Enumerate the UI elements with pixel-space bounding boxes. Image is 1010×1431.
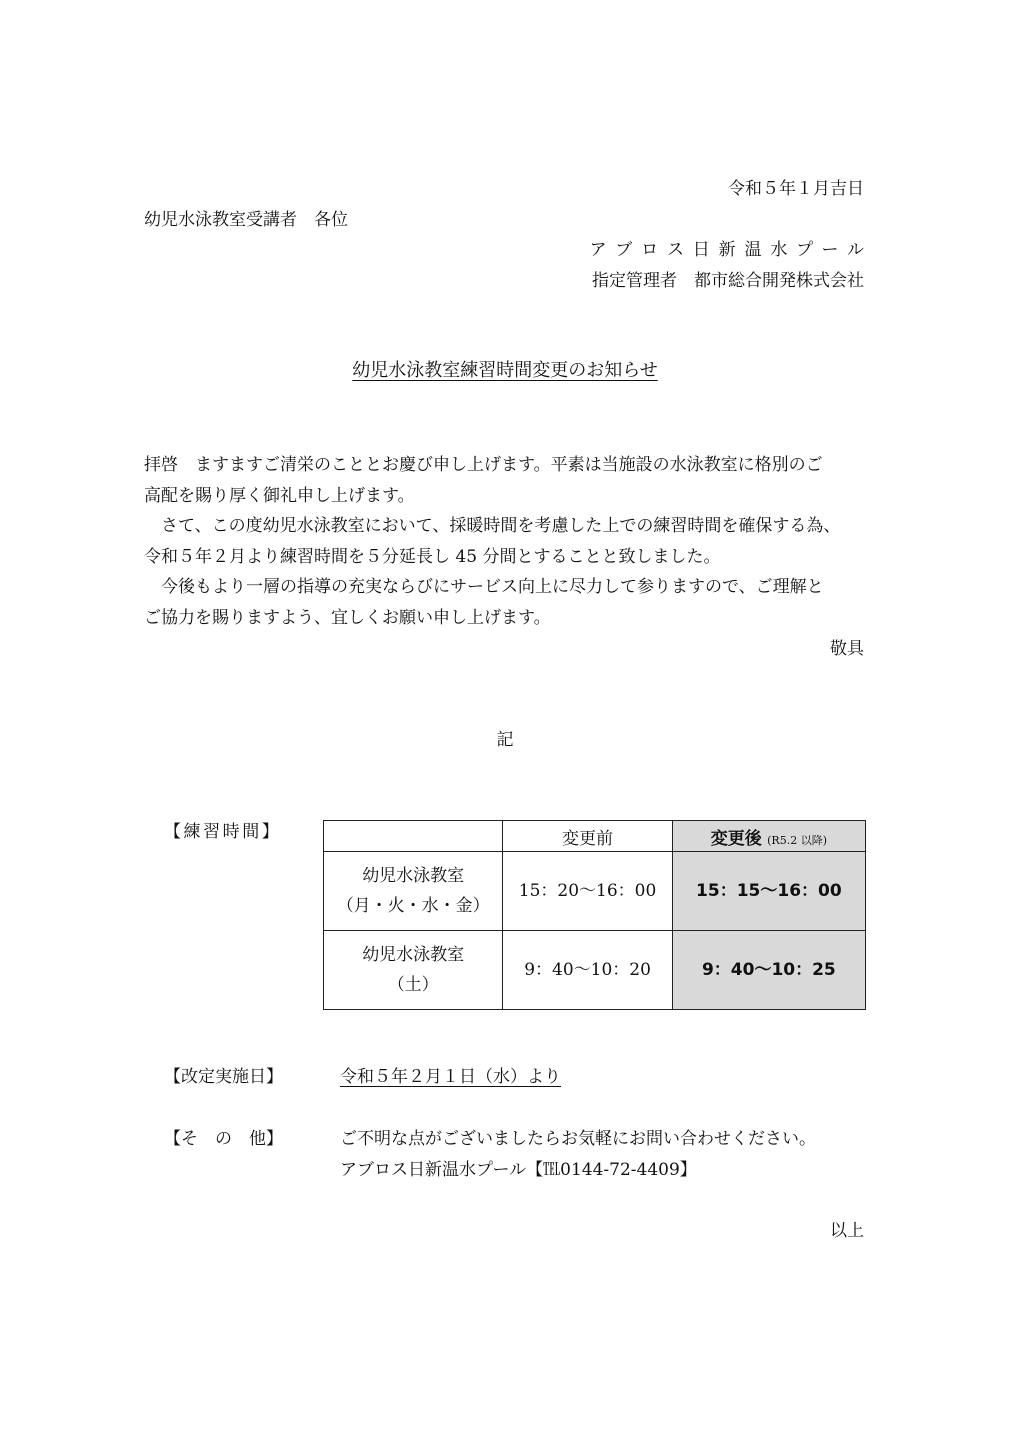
body-line: ご協力を賜りますよう、宜しくお願い申し上げます。	[144, 608, 551, 628]
header-after-note: (R5.2 以降)	[767, 833, 827, 847]
contact-phone: アブロス日新温水プール【℡0144-72-4409】	[340, 1160, 697, 1180]
other-label: 【そ の 他】	[164, 1129, 283, 1149]
class-name: 幼児水泳教室	[362, 866, 465, 886]
class-cell	[324, 931, 503, 1010]
effective-date	[340, 1062, 561, 1087]
effective-date-label: 【改定実施日】	[164, 1067, 283, 1087]
class-days: （土）	[387, 975, 439, 995]
header-blank	[324, 821, 503, 852]
notice-title-text: 幼児水泳教室練習時間変更のお知らせ	[352, 360, 658, 381]
recipient: 幼児水泳教室受講者 各位	[144, 210, 348, 230]
facility-name: アブロス日新温水プール	[589, 240, 873, 260]
issue-date: 令和５年１月吉日	[728, 179, 864, 199]
keigu: 敬具	[830, 639, 864, 659]
header-after-label: 変更後	[710, 828, 762, 849]
other-line-1: ご不明な点がございましたらお気軽にお問い合わせください。	[340, 1129, 816, 1149]
body-line: 今後もより一層の指導の充実ならびにサービス向上に尽力して参りますので、ご理解と	[144, 577, 824, 597]
class-name: 幼児水泳教室	[362, 945, 465, 965]
notice-title	[0, 356, 1010, 382]
class-days: （月・火・水・金）	[336, 896, 490, 916]
closing: 以上	[830, 1221, 864, 1241]
time-after: 9：40～10：25	[672, 931, 865, 1010]
body-line: さて、この度幼児水泳教室において、採暖時間を考慮した上での練習時間を確保する為、	[144, 516, 841, 536]
ki-heading: 記	[496, 730, 514, 750]
body-line: 高配を賜り厚く御礼申し上げます。	[144, 486, 415, 506]
schedule-table	[323, 820, 866, 1010]
table-row	[324, 931, 866, 1010]
class-cell	[324, 852, 503, 931]
time-after: 15：15～16：00	[672, 852, 865, 931]
table-header-row	[324, 821, 866, 852]
time-before: 9：40～10：20	[503, 931, 672, 1010]
time-before: 15：20～16：00	[503, 852, 672, 931]
header-before: 変更前	[503, 821, 672, 852]
manager-name: 指定管理者 都市総合開発株式会社	[592, 271, 864, 291]
header-after	[672, 821, 865, 852]
effective-date-value: 令和５年２月１日（水）より	[340, 1067, 561, 1087]
body-line: 令和５年２月より練習時間を５分延長し 45 分間とすることと致しました。	[144, 547, 721, 567]
body-line: 拝啓 ますますご清栄のこととお慶び申し上げます。平素は当施設の水泳教室に格別のご	[144, 455, 823, 475]
practice-time-label: 【練習時間】	[164, 822, 282, 842]
table-row	[324, 852, 866, 931]
